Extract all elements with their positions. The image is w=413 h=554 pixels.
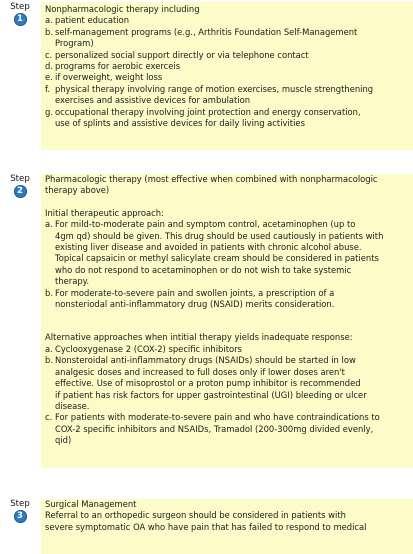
step-3-section <box>0 499 413 554</box>
list-item <box>45 344 410 355</box>
step-2-title <box>45 174 410 197</box>
step-1-title: Nonpharmacologic therapy including <box>45 4 200 14</box>
step-1-panel <box>41 2 413 150</box>
list-text <box>55 355 410 412</box>
step-1-label <box>4 2 36 26</box>
step-3-body-line: Referral to an orthopedic surgeon should be considered in patients with <box>45 510 346 521</box>
list-marker: a. <box>45 343 53 354</box>
initial-approach-list <box>45 219 410 310</box>
list-marker: d. <box>45 61 53 72</box>
step-2-panel <box>41 174 413 468</box>
list-text-line: Program) <box>55 38 94 49</box>
list-text <box>55 288 410 311</box>
list-item <box>45 61 410 72</box>
list-item <box>45 15 410 26</box>
list-item <box>45 219 410 287</box>
list-marker: e. <box>45 72 53 83</box>
step-3-label <box>4 499 36 523</box>
list-text-line: self-management programs (e.g., Arthritis Foundation Self-Management <box>55 26 358 37</box>
step-1-list <box>45 15 410 129</box>
list-marker: g. <box>45 106 53 117</box>
list-text <box>55 61 410 72</box>
step-3-body-line: severe symptomatic OA who have pain that has failed to respond to medical <box>45 521 367 532</box>
list-text-line: if overweight, weight loss <box>55 72 163 83</box>
list-text-line: if patient has risk factors for upper gastrointestinal (UGI) bleeding or ulcer <box>55 389 367 400</box>
list-text-line: 4gm qd) should be given. This drug should be used cautiously in patients with <box>55 230 384 241</box>
list-item <box>45 50 410 61</box>
list-marker: c. <box>45 412 53 423</box>
list-text-line: effective. Use of misoprostol or a proton pump inhibitor is recommended <box>55 378 361 389</box>
step-word: Step <box>10 2 30 12</box>
list-marker: c. <box>45 49 53 60</box>
step-word: Step <box>10 499 30 509</box>
list-text-line: occupational therapy involving joint protection and energy conservation, <box>55 106 361 117</box>
step-word: Step <box>10 174 30 184</box>
step-number-badge: 1 <box>14 13 27 26</box>
step-3-body <box>45 510 410 533</box>
list-text-line: exercises and assistive devices for ambulation <box>55 95 251 106</box>
step-2-label <box>4 174 36 198</box>
list-text-line: use of splints and assistive devices for daily living activities <box>55 118 305 129</box>
list-text-line: For moderate-to-severe pain and swollen joints, a prescription of a <box>55 287 335 298</box>
list-text <box>55 84 410 107</box>
list-item <box>45 412 410 446</box>
list-text <box>55 50 410 61</box>
list-text-line: COX-2 specific inhibitors and NSAIDs, Tramadol (200-300mg divided evenly, <box>55 423 374 434</box>
step-1-section <box>0 2 413 150</box>
list-text-line: existing liver disease and avoided in patients with chronic alcohol abuse. <box>55 242 362 253</box>
list-text-line: Topical capsaicin or methyl salicylate cream should be considered in patients <box>55 253 379 264</box>
list-text-line: who do not respond to acetaminophen or do not wish to take systemic <box>55 264 352 275</box>
step-2-section <box>0 174 413 490</box>
list-text-line: qid) <box>55 435 72 446</box>
step-number-badge: 2 <box>14 185 27 198</box>
step-3-panel <box>41 499 413 554</box>
list-marker: b. <box>45 287 53 298</box>
list-text-line: physical therapy involving range of motion exercises, muscle strengthening <box>55 83 374 94</box>
list-text <box>55 72 410 83</box>
list-text-line: Cyclooxygenase 2 (COX-2) specific inhibitors <box>55 343 242 354</box>
list-text <box>55 15 410 26</box>
list-marker: b. <box>45 26 53 37</box>
list-text <box>55 107 410 130</box>
list-item <box>45 84 410 107</box>
list-marker: a. <box>45 219 53 230</box>
step-3-title: Surgical Management <box>45 499 137 509</box>
list-marker: b. <box>45 355 53 366</box>
alternative-approach-heading: Alternative approaches when intitial therapy yields inadequate response: <box>45 332 353 343</box>
initial-approach-heading: Initial therapeutic approach: <box>45 207 164 218</box>
list-text-line: programs for aerobic exerceis <box>55 61 181 72</box>
list-item <box>45 72 410 83</box>
list-text-line: therapy. <box>55 276 90 287</box>
step-number-badge: 3 <box>14 510 27 523</box>
list-text-line: patient education <box>55 15 130 26</box>
list-text-line: personalized social support directly or via telephone contact <box>55 49 309 60</box>
list-text <box>55 344 410 355</box>
list-item <box>45 27 410 50</box>
list-item <box>45 107 410 130</box>
list-text-line: disease. <box>55 400 90 411</box>
list-marker: a. <box>45 15 53 26</box>
list-text-line: analgesic doses and increased to full doses only if lower doses aren't <box>55 366 345 377</box>
list-text-line: For patients with moderate-to-severe pain and who have contraindications to <box>55 412 380 423</box>
list-text-line: For mild-to-moderate pain and symptom control, acetaminophen (up to <box>55 219 356 230</box>
list-text-line: Nonsteroidal anti-inflammatory drugs (NSAIDs) should be started in low <box>55 355 356 366</box>
list-text-line: nonsteriodal anti-inflammatory drug (NSAID) merits consideration. <box>55 299 335 310</box>
alternative-approach-list <box>45 344 410 447</box>
list-item <box>45 288 410 311</box>
step-2-title-line: therapy above) <box>45 185 110 196</box>
list-text <box>55 412 410 446</box>
list-item <box>45 355 410 412</box>
list-text <box>55 27 410 50</box>
list-marker: f. <box>45 83 51 94</box>
step-2-title-line: Pharmacologic therapy (most effective when combined with nonpharmacologic <box>45 174 378 184</box>
list-text <box>55 219 410 287</box>
